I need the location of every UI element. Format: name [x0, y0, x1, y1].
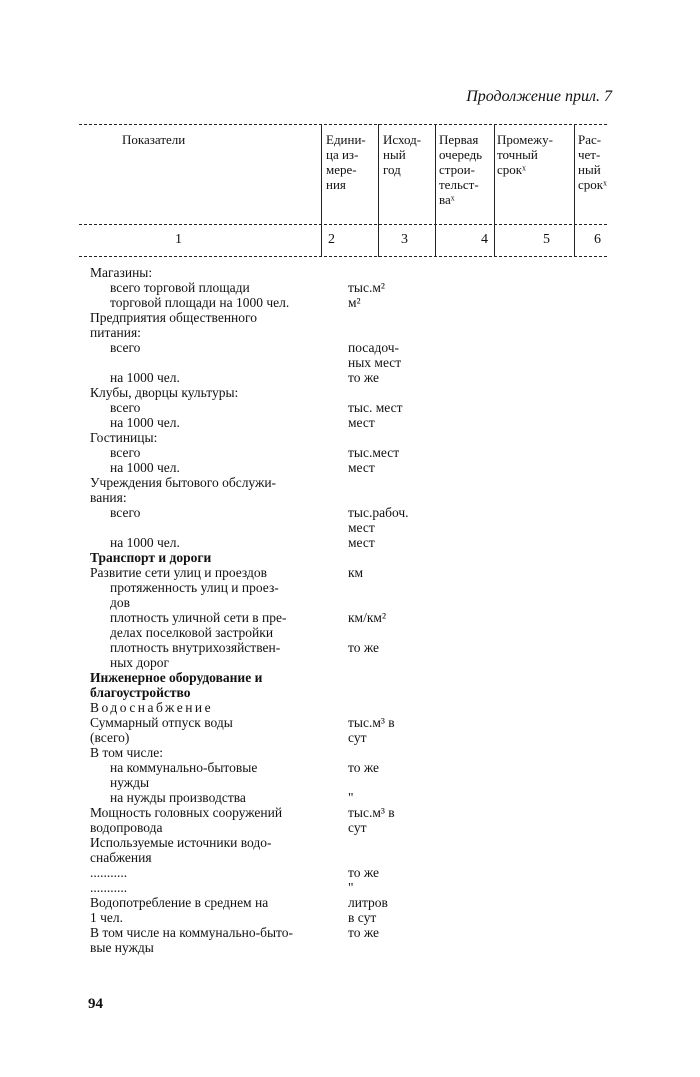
- column-number-6: 6: [594, 232, 601, 247]
- page-header: Продолжение прил. 7: [466, 88, 612, 105]
- table-row: [90, 445, 610, 460]
- column-header-unit: Едини- ца из- мере- ния: [326, 132, 366, 192]
- row-unit: сут: [348, 820, 367, 835]
- row-label: (всего): [90, 730, 130, 745]
- row-label: ...........: [90, 865, 128, 880]
- table-row: [90, 520, 610, 535]
- table-row: [90, 925, 610, 940]
- row-unit: то же: [348, 925, 379, 940]
- row-label: Предприятия общественного: [90, 310, 257, 325]
- column-number-1: 1: [175, 232, 182, 247]
- row-unit: мест: [348, 460, 375, 475]
- row-unit: км: [348, 565, 364, 580]
- column-number-4: 4: [481, 232, 488, 247]
- table-row: [90, 685, 610, 700]
- row-label: всего: [110, 400, 141, 415]
- row-label: дов: [110, 595, 130, 610]
- table-row: [90, 610, 610, 625]
- table-row: [90, 385, 610, 400]
- row-label: Учреждения бытового обслужи-: [90, 475, 277, 490]
- page-number: 94: [88, 996, 103, 1012]
- table-row: [90, 415, 610, 430]
- row-unit: литров: [348, 895, 388, 910]
- row-label: протяженность улиц и проез-: [110, 580, 279, 595]
- table-row: [90, 895, 610, 910]
- row-label: водопровода: [90, 820, 163, 835]
- table-row: [90, 805, 610, 820]
- row-unit: ": [348, 790, 354, 805]
- row-unit: м²: [348, 295, 361, 310]
- table-row: [90, 850, 610, 865]
- table-row: [90, 430, 610, 445]
- row-unit: ": [348, 880, 354, 895]
- col-divider-4: [494, 124, 495, 257]
- table-row: [90, 535, 610, 550]
- row-label: на 1000 чел.: [110, 535, 180, 550]
- row-label: ных дорог: [110, 655, 170, 670]
- table-row: [90, 265, 610, 280]
- row-label: на 1000 чел.: [110, 415, 180, 430]
- row-label: всего: [110, 505, 141, 520]
- row-unit: км/км²: [348, 610, 387, 625]
- table-top-rule: [79, 124, 607, 125]
- table-row: [90, 580, 610, 595]
- row-label: на 1000 чел.: [110, 460, 180, 475]
- row-label: снабжения: [90, 850, 152, 865]
- row-unit: тыс. мест: [348, 400, 403, 415]
- col-divider-2: [378, 124, 379, 257]
- table-row: [90, 880, 610, 895]
- table-row: [90, 625, 610, 640]
- table-row: [90, 460, 610, 475]
- table-row: [90, 295, 610, 310]
- table-row: [90, 640, 610, 655]
- table-row: [90, 355, 610, 370]
- row-label: всего торговой площади: [110, 280, 250, 295]
- table-row: [90, 730, 610, 745]
- table-body: [90, 265, 610, 955]
- row-label: делах поселковой застройки: [110, 625, 274, 640]
- table-row: [90, 790, 610, 805]
- row-label: Водоснабжение: [90, 700, 214, 715]
- table-row: [90, 775, 610, 790]
- row-unit: тыс.рабоч.: [348, 505, 409, 520]
- table-row: [90, 910, 610, 925]
- row-label: благоустройство: [90, 685, 191, 700]
- row-unit: сут: [348, 730, 367, 745]
- row-label: Клубы, дворцы культуры:: [90, 385, 239, 400]
- row-unit: то же: [348, 640, 379, 655]
- row-label: Используемые источники водо-: [90, 835, 272, 850]
- table-row: [90, 745, 610, 760]
- row-label: плотность внутрихозяйствен-: [110, 640, 281, 655]
- row-unit: то же: [348, 760, 379, 775]
- row-unit: то же: [348, 865, 379, 880]
- table-row: [90, 700, 610, 715]
- table-row: [90, 835, 610, 850]
- table-row: [90, 370, 610, 385]
- row-label: Развитие сети улиц и проездов: [90, 565, 268, 580]
- row-label: В том числе на коммунально-быто-: [90, 925, 294, 940]
- table-row: [90, 400, 610, 415]
- row-label: Водопотребление в среднем на: [90, 895, 269, 910]
- row-label: 1 чел.: [90, 910, 124, 925]
- row-label: вые нужды: [90, 940, 154, 955]
- row-unit: мест: [348, 415, 375, 430]
- row-label: Магазины:: [90, 265, 153, 280]
- table-row: [90, 865, 610, 880]
- table-row: [90, 715, 610, 730]
- row-label: В том числе:: [90, 745, 163, 760]
- row-unit: тыс.м³ в: [348, 715, 395, 730]
- column-header-first-stage: Первая очередь строи- тельст- ваˣ: [439, 132, 483, 207]
- table-row: [90, 655, 610, 670]
- row-label: Гостиницы:: [90, 430, 158, 445]
- table-row: [90, 550, 610, 565]
- row-label: на коммунально-бытовые: [110, 760, 258, 775]
- row-unit: мест: [348, 535, 375, 550]
- table-row: [90, 940, 610, 955]
- table-row: [90, 760, 610, 775]
- row-label: на 1000 чел.: [110, 370, 180, 385]
- table-row: [90, 490, 610, 505]
- table-row: [90, 475, 610, 490]
- col-divider-3: [435, 124, 436, 257]
- row-label: Суммарный отпуск воды: [90, 715, 233, 730]
- col-divider-5: [574, 124, 575, 257]
- row-label: вания:: [90, 490, 127, 505]
- table-row: [90, 820, 610, 835]
- column-header-indicators: Показатели: [122, 132, 186, 147]
- numbers-bottom-rule: [79, 256, 607, 257]
- row-label: плотность уличной сети в пре-: [110, 610, 287, 625]
- row-label: питания:: [90, 325, 141, 340]
- row-unit: мест: [348, 520, 375, 535]
- row-unit: то же: [348, 370, 379, 385]
- row-unit: тыс.м³ в: [348, 805, 395, 820]
- row-label: торговой площади на 1000 чел.: [110, 295, 290, 310]
- row-label: нужды: [110, 775, 150, 790]
- row-label: Транспорт и дороги: [90, 550, 212, 565]
- column-number-3: 3: [401, 232, 408, 247]
- row-label: всего: [110, 445, 141, 460]
- column-header-target: Рас- чет- ный срокˣ: [578, 132, 607, 192]
- row-unit: посадоч-: [348, 340, 400, 355]
- table-row: [90, 340, 610, 355]
- table-row: [90, 670, 610, 685]
- column-header-base-year: Исход- ный год: [383, 132, 422, 177]
- table-row: [90, 325, 610, 340]
- table-row: [90, 565, 610, 580]
- table-row: [90, 310, 610, 325]
- row-unit: ных мест: [348, 355, 402, 370]
- header-bottom-rule: [79, 224, 607, 225]
- row-unit: тыс.м²: [348, 280, 385, 295]
- col-divider-1: [321, 124, 322, 257]
- row-label: всего: [110, 340, 141, 355]
- column-header-intermediate: Промежу- точный срокˣ: [497, 132, 553, 177]
- column-number-2: 2: [328, 232, 335, 247]
- table-row: [90, 595, 610, 610]
- row-label: на нужды производства: [110, 790, 246, 805]
- row-unit: тыс.мест: [348, 445, 400, 460]
- table-row: [90, 280, 610, 295]
- row-label: Инженерное оборудование и: [90, 670, 263, 685]
- row-unit: в сут: [348, 910, 377, 925]
- column-number-5: 5: [543, 232, 550, 247]
- row-label: Мощность головных сооружений: [90, 805, 283, 820]
- table-row: [90, 505, 610, 520]
- row-label: ...........: [90, 880, 128, 895]
